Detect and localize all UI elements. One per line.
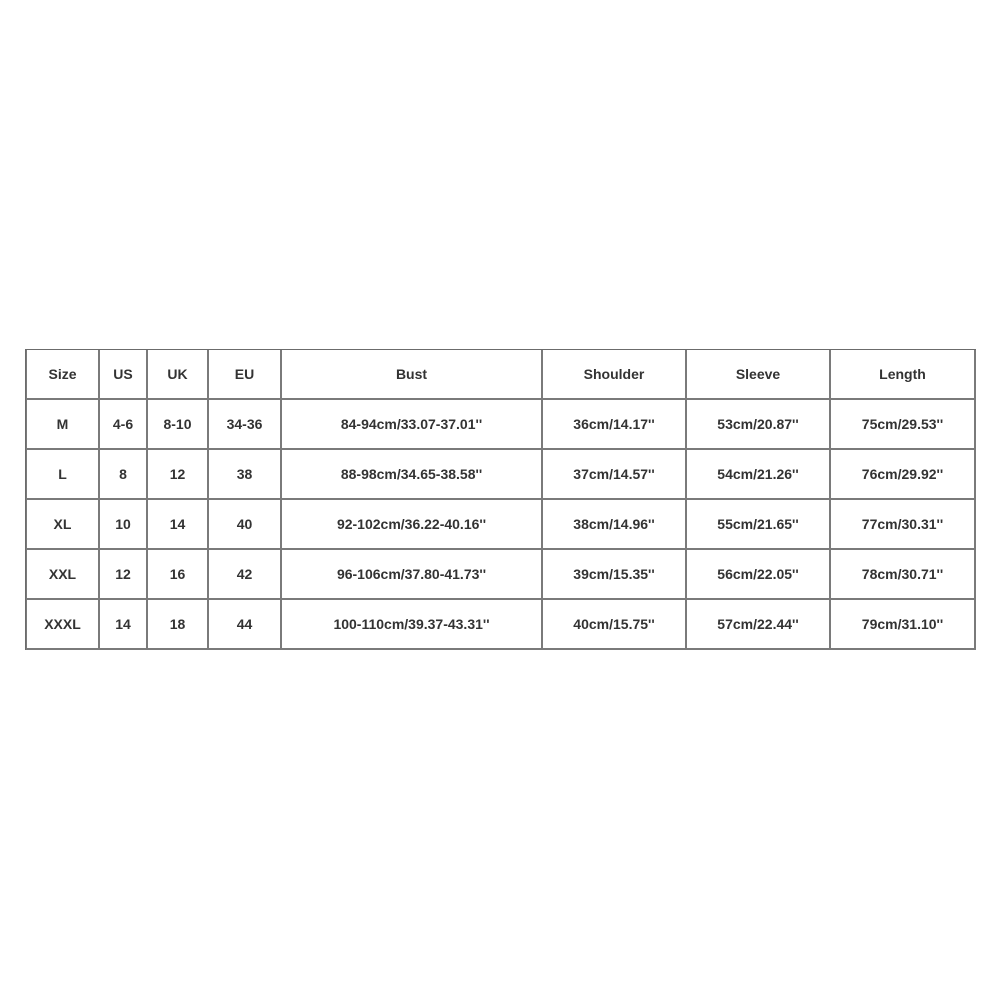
cell-bust: 84-94cm/33.07-37.01'' [282, 400, 543, 450]
header-uk: UK [148, 350, 209, 400]
cell-sleeve: 57cm/22.44'' [687, 600, 831, 650]
cell-sleeve: 54cm/21.26'' [687, 450, 831, 500]
table-row [26, 550, 976, 600]
cell-us: 10 [100, 500, 148, 550]
header-shoulder: Shoulder [543, 350, 687, 400]
cell-size: XL [26, 500, 100, 550]
cell-length: 76cm/29.92'' [831, 450, 976, 500]
header-sleeve: Sleeve [687, 350, 831, 400]
cell-shoulder: 36cm/14.17'' [543, 400, 687, 450]
cell-size: M [26, 400, 100, 450]
cell-shoulder: 39cm/15.35'' [543, 550, 687, 600]
cell-shoulder: 40cm/15.75'' [543, 600, 687, 650]
cell-uk: 14 [148, 500, 209, 550]
cell-uk: 18 [148, 600, 209, 650]
cell-size: XXXL [26, 600, 100, 650]
header-bust: Bust [282, 350, 543, 400]
cell-sleeve: 55cm/21.65'' [687, 500, 831, 550]
table-row [26, 450, 976, 500]
cell-uk: 16 [148, 550, 209, 600]
table-row [26, 500, 976, 550]
cell-sleeve: 56cm/22.05'' [687, 550, 831, 600]
cell-us: 12 [100, 550, 148, 600]
header-row [26, 350, 976, 400]
cell-uk: 12 [148, 450, 209, 500]
header-length: Length [831, 350, 976, 400]
cell-shoulder: 38cm/14.96'' [543, 500, 687, 550]
table-row [26, 400, 976, 450]
cell-size: L [26, 450, 100, 500]
cell-bust: 100-110cm/39.37-43.31'' [282, 600, 543, 650]
header-us: US [100, 350, 148, 400]
cell-sleeve: 53cm/20.87'' [687, 400, 831, 450]
cell-bust: 88-98cm/34.65-38.58'' [282, 450, 543, 500]
size-chart-table [25, 349, 976, 650]
header-eu: EU [209, 350, 282, 400]
header-size: Size [26, 350, 100, 400]
cell-us: 8 [100, 450, 148, 500]
cell-us: 14 [100, 600, 148, 650]
cell-bust: 92-102cm/36.22-40.16'' [282, 500, 543, 550]
cell-size: XXL [26, 550, 100, 600]
cell-length: 78cm/30.71'' [831, 550, 976, 600]
cell-length: 75cm/29.53'' [831, 400, 976, 450]
cell-eu: 38 [209, 450, 282, 500]
cell-eu: 40 [209, 500, 282, 550]
cell-length: 79cm/31.10'' [831, 600, 976, 650]
cell-uk: 8-10 [148, 400, 209, 450]
cell-eu: 34-36 [209, 400, 282, 450]
cell-eu: 42 [209, 550, 282, 600]
cell-length: 77cm/30.31'' [831, 500, 976, 550]
cell-bust: 96-106cm/37.80-41.73'' [282, 550, 543, 600]
cell-eu: 44 [209, 600, 282, 650]
cell-us: 4-6 [100, 400, 148, 450]
table-row [26, 600, 976, 650]
cell-shoulder: 37cm/14.57'' [543, 450, 687, 500]
